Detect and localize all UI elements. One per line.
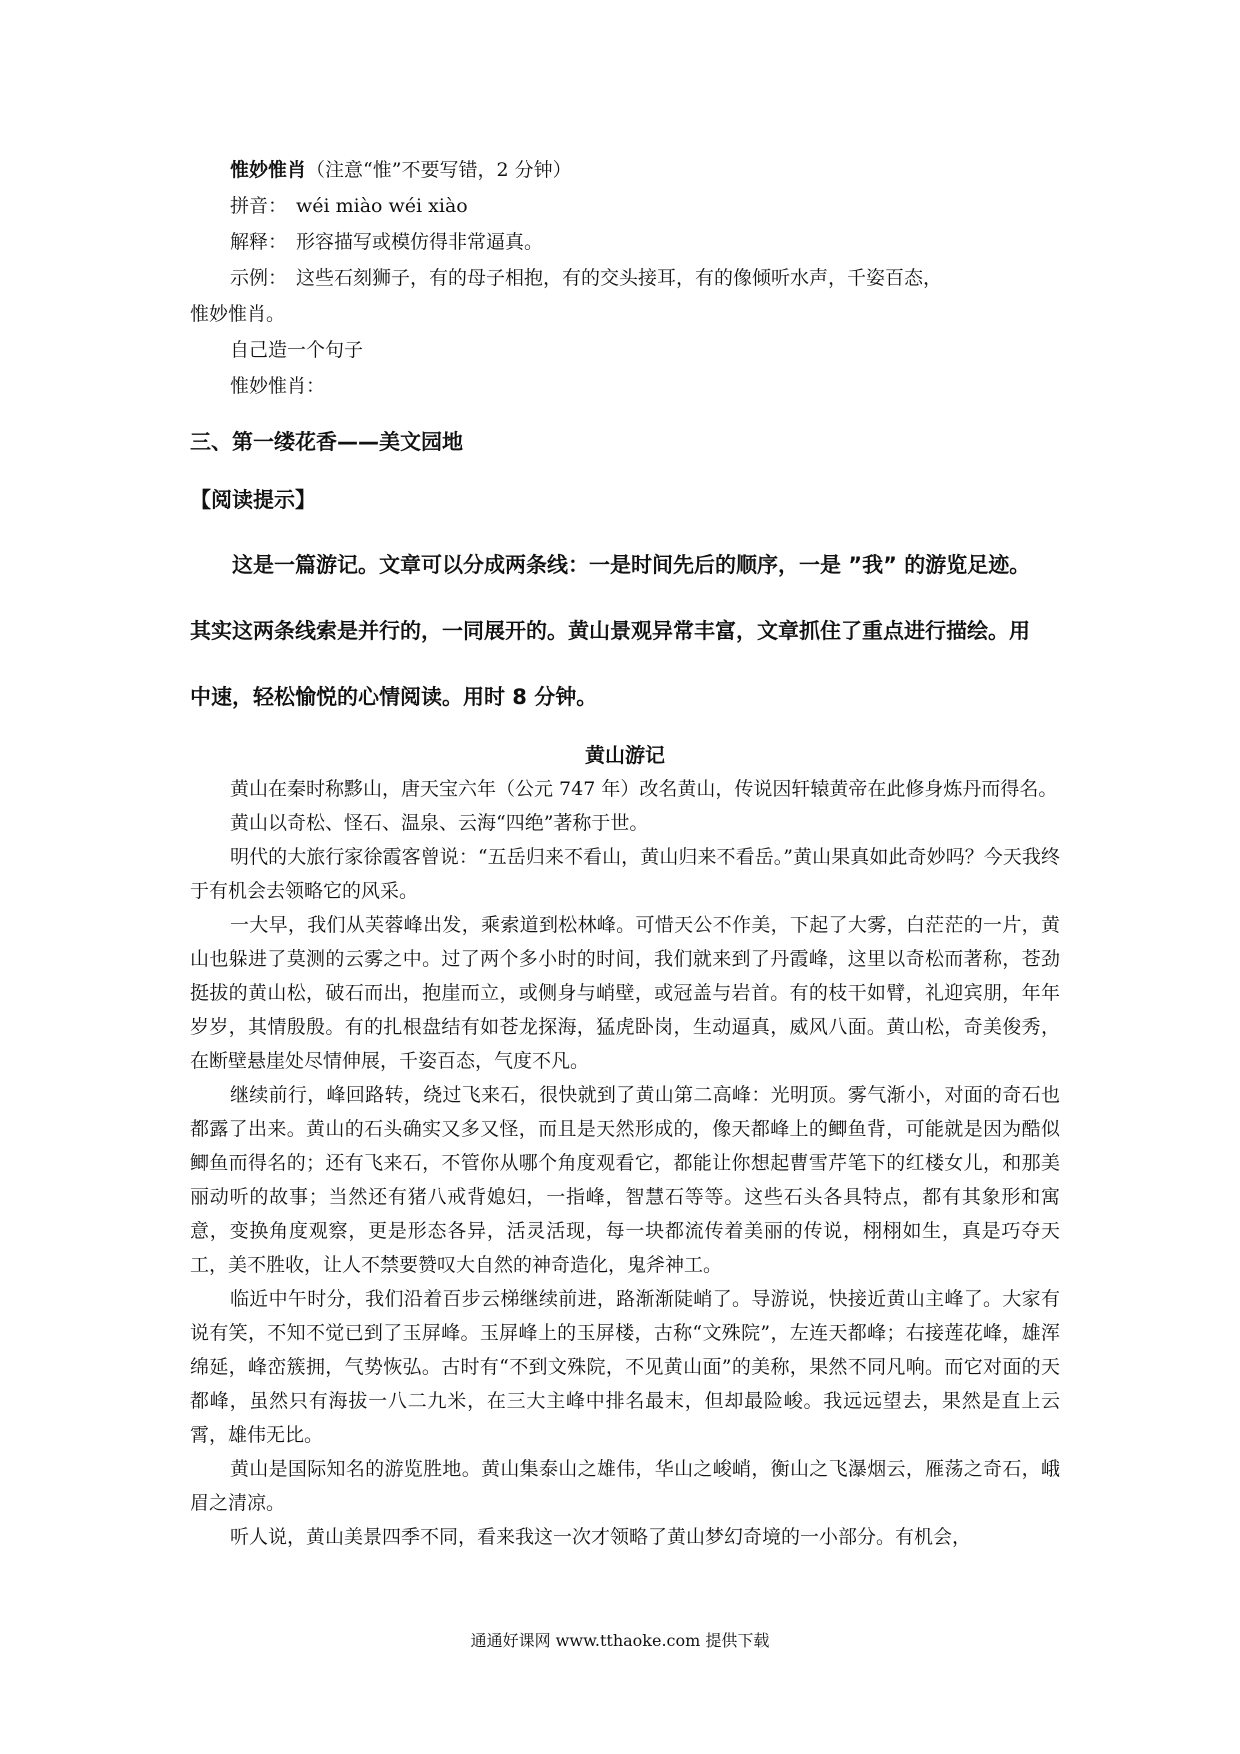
section-title: 三、第一缕花香——美文园地 — [190, 430, 463, 454]
pinyin-text: wéi miào wéi xiào — [296, 195, 468, 217]
article-paragraph: 黄山是国际知名的游览胜地。黄山集泰山之雄伟，华山之峻峭，衡山之飞瀑烟云，雁荡之奇石，峨眉之清凉。 — [190, 1458, 1060, 1514]
vocab-term: 惟妙惟肖 — [230, 159, 307, 181]
example-line-2 — [190, 296, 1060, 332]
page-content — [190, 152, 1060, 1554]
reading-hint-title: 【阅读提示】 — [190, 488, 316, 512]
reading-hint-line-3: 中速，轻松愉悦的心情阅读。用时 8 分钟。 — [190, 685, 598, 709]
article-paragraph: 黄山以奇松、怪石、温泉、云海“四绝”著称于世。 — [230, 812, 649, 834]
article-paragraph: 继续前行，峰回路转，绕过飞来石，很快就到了黄山第二高峰：光明顶。雾气渐小，对面的奇石也都露了出来。黄山的石头确实又多又怪，而且是天然形成的，像天都峰上的鲫鱼背，可能就是因为酷似鲫鱼而得名的；还有飞来石，不管你从哪个角度观看它，都能让你想起曹雪芹笔下的红楼女儿，和那美丽动听的故事；当然还有猪八戒背媳妇，一指峰，智慧石等等。这些石头各具特点，都有其象形和寓意，变换角度观察，更是形态各异，活灵活现，每一块都流传着美丽的传说，栩栩如生，真是巧夺天工，美不胜收，让人不禁要赞叹大自然的神奇造化，鬼斧神工。 — [190, 1084, 1060, 1276]
reading-hint-line-2: 其实这两条线索是并行的，一同展开的。黄山景观异常丰富，文章抓住了重点进行描绘。用 — [190, 619, 1030, 643]
page-footer: 通通好课网 www.tthaoke.com 提供下载 — [470, 1631, 770, 1650]
article-paragraph: 明代的大旅行家徐霞客曾说：“五岳归来不看山，黄山归来不看岳。”黄山果真如此奇妙吗？今天我终于有机会去领略它的风采。 — [190, 846, 1060, 902]
article-paragraph: 黄山在秦时称黟山，唐天宝六年（公元 747 年）改名黄山，传说因轩辕黄帝在此修身炼丹而得名。 — [230, 778, 1058, 800]
pinyin-line — [190, 188, 1060, 224]
make-sentence: 自己造一个句子 — [230, 339, 364, 361]
pinyin-label: 拼音： — [230, 195, 288, 217]
meaning-text: 形容描写或模仿得非常逼真。 — [296, 231, 544, 253]
reading-hint-line-1: 这是一篇游记。文章可以分成两条线：一是时间先后的顺序，一是 ”我” 的游览足迹。 — [232, 553, 1031, 577]
article-paragraph: 一大早，我们从芙蓉峰出发，乘索道到松林峰。可惜天公不作美，下起了大雾，白茫茫的一片，黄山也躲进了莫测的云雾之中。过了两个多小时的时间，我们就来到了丹霞峰，这里以奇松而著称，苍劲挺拔的黄山松，破石而出，抱崖而立，或侧身与峭壁，或冠盖与岩首。有的枝干如臂，礼迎宾朋，年年岁岁，其情殷殷。有的扎根盘结有如苍龙探海，猛虎卧岗，生动逼真，威风八面。黄山松，奇美俊秀，在断壁悬崖处尽情伸展，千姿百态，气度不凡。 — [190, 914, 1060, 1072]
meaning-label: 解释： — [230, 231, 288, 253]
article-paragraph: 临近中午时分，我们沿着百步云梯继续前进，路渐渐陡峭了。导游说，快接近黄山主峰了。大家有说有笑，不知不觉已到了玉屏峰。玉屏峰上的玉屏楼，古称“文殊院”，左连天都峰；右接莲花峰，雄浑绵延，峰峦簇拥，气势恢弘。古时有“不到文殊院，不见黄山面”的美称，果然不同凡响。而它对面的天都峰，虽然只有海拔一八二九米，在三大主峰中排名最末，但却最险峻。我远远望去，果然是直上云霄，雄伟无比。 — [190, 1288, 1060, 1446]
example-label: 示例： — [230, 267, 288, 289]
example-text-2: 惟妙惟肖。 — [190, 303, 286, 325]
make-sentence-prompt: 惟妙惟肖： — [230, 375, 326, 397]
vocab-heading — [190, 152, 1060, 188]
meaning-line — [190, 224, 1060, 260]
example-line — [190, 260, 1060, 296]
example-text-1: 这些石刻狮子，有的母子相抱，有的交头接耳，有的像倾听水声，千姿百态， — [296, 267, 943, 289]
article-title: 黄山游记 — [585, 743, 665, 767]
article-paragraph: 听人说，黄山美景四季不同，看来我这一次才领略了黄山梦幻奇境的一小部分。有机会， — [230, 1526, 972, 1548]
vocab-note: （注意“惟”不要写错，2 分钟） — [306, 159, 572, 181]
